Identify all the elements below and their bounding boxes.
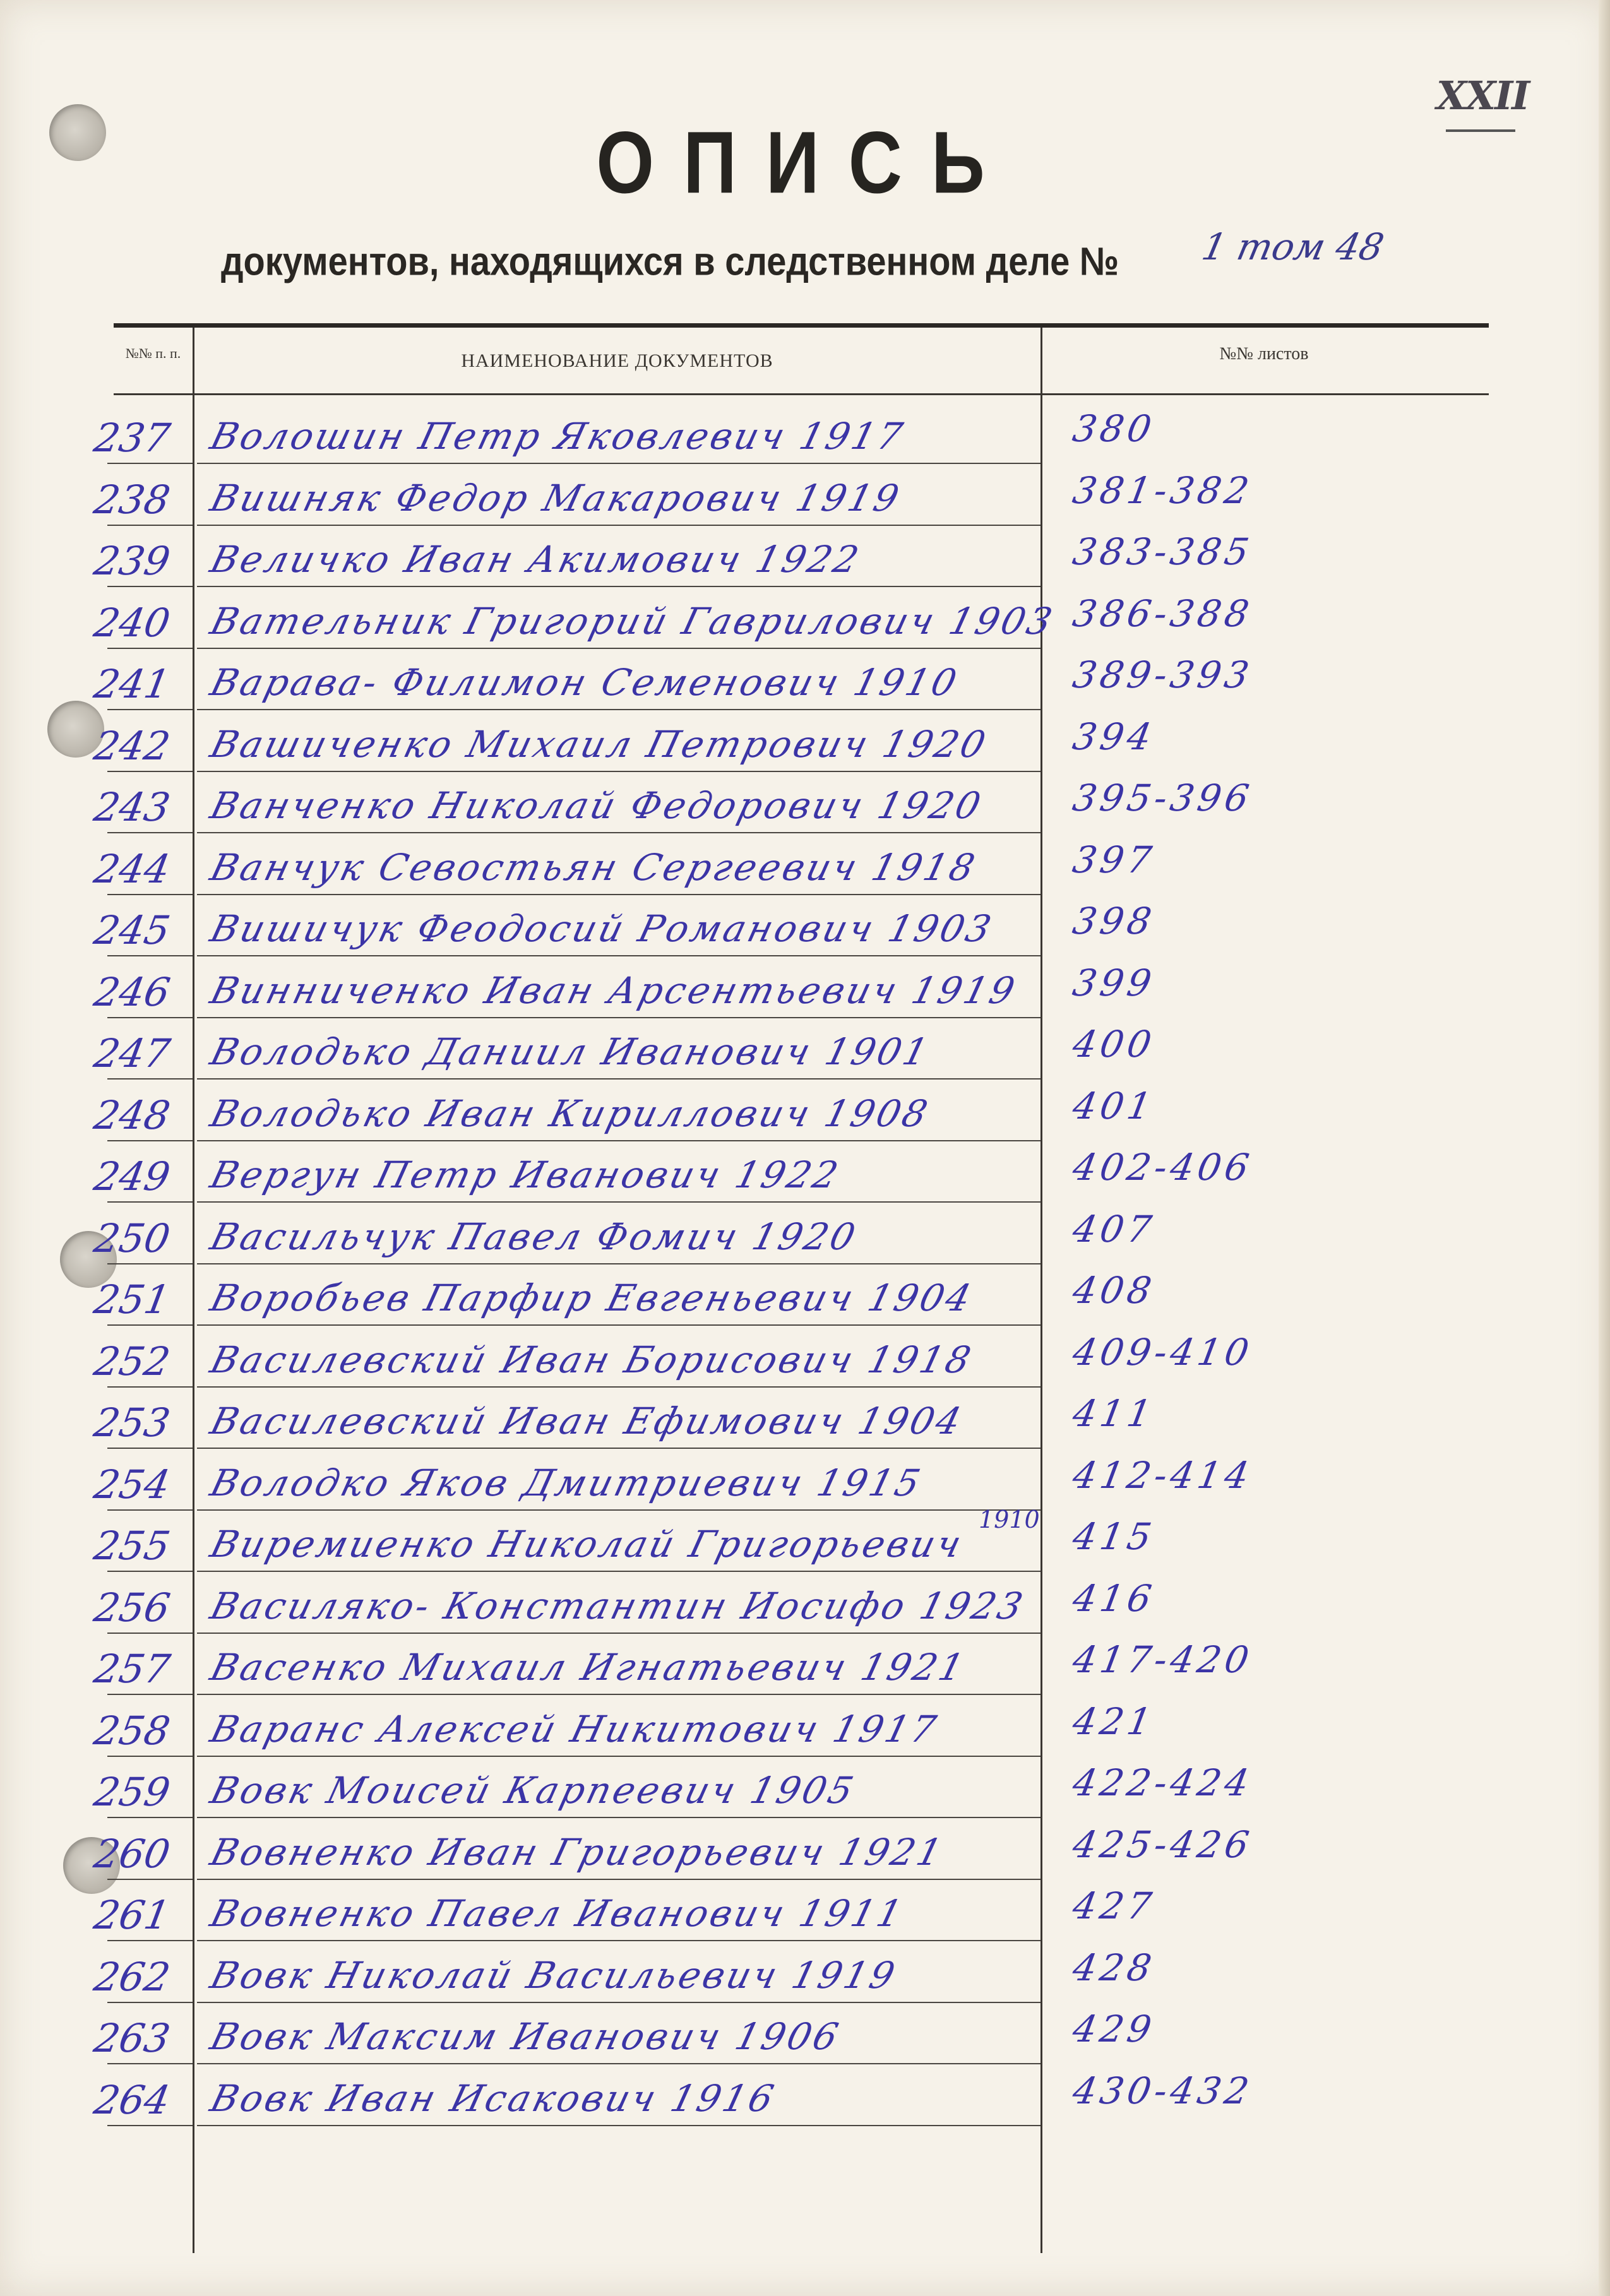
row-rule — [197, 771, 1041, 772]
row-number: 238 — [90, 476, 174, 523]
row-number-underline — [107, 1386, 193, 1388]
row-name: Воробьев Парфир Евгеньевич 1904 — [206, 1276, 978, 1319]
row-sheets: 399 — [1070, 961, 1159, 1004]
table-row — [0, 1946, 1610, 2013]
volume-mark: XXII — [1436, 73, 1529, 119]
table-row — [0, 900, 1610, 967]
row-rule — [197, 2125, 1041, 2126]
row-sheets: 425-426 — [1070, 1823, 1256, 1866]
row-number: 255 — [90, 1523, 174, 1569]
row-rule — [197, 1940, 1041, 1941]
row-number-underline — [107, 1078, 193, 1080]
row-number-underline — [107, 1140, 193, 1141]
row-number: 260 — [90, 1830, 174, 1877]
row-rule — [197, 1386, 1041, 1388]
row-number: 237 — [90, 415, 174, 461]
row-sheets: 427 — [1070, 1884, 1159, 1927]
row-sheets: 409-410 — [1070, 1330, 1256, 1374]
row-rule — [197, 1448, 1041, 1449]
row-name: Вишичук Феодосий Романович 1903 — [206, 907, 998, 950]
row-number-underline — [107, 771, 193, 772]
table-row — [0, 592, 1610, 659]
row-name: Виремиенко Николай Григорьевич — [206, 1523, 969, 1566]
row-name: Василевский Иван Борисович 1918 — [206, 1338, 978, 1381]
row-number: 258 — [90, 1707, 174, 1754]
table-row — [0, 1453, 1610, 1521]
row-rule — [197, 1140, 1041, 1141]
row-sheets: 389-393 — [1070, 653, 1256, 696]
table-row — [0, 1699, 1610, 1767]
table-row — [0, 1023, 1610, 1090]
row-rule — [197, 2002, 1041, 2003]
row-sheets: 394 — [1070, 715, 1159, 758]
row-sheets: 407 — [1070, 1207, 1159, 1251]
row-number: 239 — [90, 538, 174, 584]
table-row — [0, 468, 1610, 536]
row-name: Вовненко Павел Иванович 1911 — [206, 1892, 909, 1935]
row-rule — [197, 1509, 1041, 1511]
row-number-underline — [107, 1879, 193, 1880]
row-rule — [197, 955, 1041, 956]
row-rule — [197, 1694, 1041, 1695]
row-sheets: 408 — [1070, 1269, 1159, 1312]
row-name: Вательник Григорий Гаврилович 1903 — [206, 599, 1059, 643]
row-number-underline — [107, 1940, 193, 1941]
row-name: Величко Иван Акимович 1922 — [206, 538, 866, 581]
row-sheets: 402-406 — [1070, 1146, 1256, 1189]
row-number: 243 — [90, 784, 174, 830]
row-rule — [197, 1263, 1041, 1264]
row-number: 259 — [90, 1769, 174, 1815]
row-number: 254 — [90, 1461, 174, 1508]
row-sheets: 383-385 — [1070, 530, 1256, 573]
row-number-underline — [107, 1201, 193, 1203]
table-row — [0, 1330, 1610, 1398]
row-name: Волошин Петр Яковлевич 1917 — [206, 415, 909, 458]
table-row — [0, 776, 1610, 843]
row-number: 252 — [90, 1338, 174, 1384]
table-row — [0, 1146, 1610, 1213]
row-number-underline — [107, 832, 193, 833]
row-name: Василяко- Константин Иосифо 1923 — [206, 1584, 1030, 1627]
row-sheets: 416 — [1070, 1576, 1159, 1620]
row-number: 257 — [90, 1646, 174, 1692]
row-name: Володко Яков Дмитриевич 1915 — [206, 1461, 927, 1504]
row-sheets: 422-424 — [1070, 1761, 1256, 1804]
table-row — [0, 1761, 1610, 1828]
row-rule — [197, 894, 1041, 895]
row-number: 248 — [90, 1091, 174, 1138]
row-rule — [197, 709, 1041, 710]
row-rule — [197, 1078, 1041, 1080]
row-number: 244 — [90, 845, 174, 892]
table-header-rule — [114, 393, 1489, 395]
row-name: Вовненко Иван Григорьевич 1921 — [206, 1830, 949, 1874]
row-name: Вашиченко Михаил Петрович 1920 — [206, 722, 993, 766]
row-name: Вишняк Федор Макарович 1919 — [206, 476, 906, 520]
row-number: 245 — [90, 907, 174, 953]
row-name: Ванченко Николай Федорович 1920 — [206, 784, 987, 827]
table-row — [0, 2008, 1610, 2074]
document-title: ОПИСЬ — [596, 114, 1014, 212]
row-number-underline — [107, 1633, 193, 1634]
row-number-underline — [107, 2002, 193, 2003]
row-name: Варанс Алексей Никитович 1917 — [206, 1707, 943, 1751]
row-number-underline — [107, 1509, 193, 1511]
row-name: Ванчук Севостьян Сергеевич 1918 — [206, 845, 982, 889]
row-number-underline — [107, 1817, 193, 1818]
row-number: 251 — [90, 1276, 174, 1323]
row-number: 256 — [90, 1584, 174, 1631]
table-row — [0, 407, 1610, 474]
row-sheets: 430-432 — [1070, 2069, 1256, 2112]
row-sheets: 428 — [1070, 1946, 1159, 1989]
row-number-underline — [107, 1263, 193, 1264]
row-name: Васильчук Павел Фомич 1920 — [206, 1215, 862, 1258]
row-rule — [197, 1633, 1041, 1634]
row-name: Володько Иван Кириллович 1908 — [206, 1091, 934, 1135]
row-sheets: 415 — [1070, 1515, 1159, 1558]
row-number: 249 — [90, 1153, 174, 1199]
row-sheets: 398 — [1070, 900, 1159, 943]
row-number: 247 — [90, 1030, 174, 1076]
row-rule — [197, 525, 1041, 526]
row-name: Вовк Моисей Карпеевич 1905 — [206, 1769, 860, 1812]
table-row — [0, 715, 1610, 782]
row-name: Володько Даниил Иванович 1901 — [206, 1030, 935, 1073]
row-rule — [197, 2063, 1041, 2064]
row-name: Вергун Петр Иванович 1922 — [206, 1153, 845, 1196]
row-number: 240 — [90, 599, 174, 646]
row-number-underline — [107, 2063, 193, 2064]
row-name: Варава- Филимон Семенович 1910 — [206, 661, 963, 704]
table-row — [0, 1207, 1610, 1275]
table-row — [0, 1823, 1610, 1890]
row-number-underline — [107, 586, 193, 587]
table-row — [0, 1392, 1610, 1459]
row-name: Вовк Иван Исакович 1916 — [206, 2076, 780, 2120]
row-rule — [197, 1324, 1041, 1326]
case-number: 1 том 48 — [1198, 225, 1388, 268]
row-number: 263 — [90, 2015, 174, 2061]
row-number: 241 — [90, 661, 174, 707]
row-sheets: 412-414 — [1070, 1453, 1256, 1497]
row-sheets: 401 — [1070, 1084, 1159, 1127]
row-number: 261 — [90, 1892, 174, 1938]
row-number-underline — [107, 2125, 193, 2126]
row-sheets: 397 — [1070, 838, 1159, 881]
row-rule — [197, 1201, 1041, 1203]
row-sheets: 395-396 — [1070, 776, 1256, 819]
row-name: Вовк Николай Васильевич 1919 — [206, 1953, 902, 1997]
row-sheets: 421 — [1070, 1699, 1159, 1743]
row-rule — [197, 463, 1041, 464]
row-number-underline — [107, 1694, 193, 1695]
row-name: Василевский Иван Ефимович 1904 — [206, 1400, 968, 1442]
row-rule — [197, 832, 1041, 833]
row-number-underline — [107, 648, 193, 649]
column-header-number: №№ п. п. — [125, 345, 181, 361]
row-number-underline — [107, 955, 193, 956]
column-header-name: НАИМЕНОВАНИЕ ДОКУМЕНТОВ — [461, 350, 773, 371]
table-row — [0, 1084, 1610, 1151]
row-number: 253 — [90, 1400, 174, 1446]
table-row — [0, 1576, 1610, 1644]
table-row — [0, 838, 1610, 905]
row-sheets: 429 — [1070, 2008, 1159, 2050]
row-number-underline — [107, 1756, 193, 1757]
row-rule — [197, 1817, 1041, 1818]
row-name: Вовк Максим Иванович 1906 — [206, 2015, 845, 2058]
row-number-underline — [107, 525, 193, 526]
row-number-underline — [107, 894, 193, 895]
column-header-sheets: №№ листов — [1219, 344, 1309, 364]
row-number-underline — [107, 1017, 193, 1018]
table-row — [0, 653, 1610, 720]
document-subtitle: документов, находящихся в следственном деле № — [221, 239, 1119, 283]
row-rule — [197, 1571, 1041, 1572]
table-row — [0, 530, 1610, 597]
row-sheets: 411 — [1070, 1392, 1159, 1435]
row-rule — [197, 1879, 1041, 1880]
table-row — [0, 961, 1610, 1028]
row-rule — [197, 586, 1041, 587]
table-top-rule — [114, 323, 1489, 328]
table-row — [0, 1269, 1610, 1336]
year-note: 1910 — [979, 1506, 1040, 1533]
row-number: 262 — [90, 1953, 174, 2000]
table-row — [0, 1638, 1610, 1705]
row-number-underline — [107, 1448, 193, 1449]
table-row — [0, 2069, 1610, 2136]
table-row — [0, 1884, 1610, 1951]
row-number-underline — [107, 463, 193, 464]
row-number: 246 — [90, 968, 174, 1015]
row-number-underline — [107, 709, 193, 710]
row-number: 250 — [90, 1215, 174, 1261]
row-rule — [197, 1756, 1041, 1757]
row-sheets: 386-388 — [1070, 592, 1256, 635]
row-sheets: 381-382 — [1070, 468, 1256, 512]
row-sheets: 380 — [1070, 407, 1159, 450]
row-rule — [197, 1017, 1041, 1018]
row-number-underline — [107, 1324, 193, 1326]
row-number-underline — [107, 1571, 193, 1572]
row-sheets: 400 — [1070, 1023, 1159, 1066]
row-name: Васенко Михаил Игнатьевич 1921 — [206, 1646, 971, 1689]
row-number: 264 — [90, 2076, 174, 2123]
row-rule — [197, 648, 1041, 649]
row-number: 242 — [90, 722, 174, 769]
row-sheets: 417-420 — [1070, 1638, 1256, 1681]
subtitle-row — [221, 225, 1421, 300]
row-name: Винниченко Иван Арсентьевич 1919 — [206, 968, 1022, 1012]
